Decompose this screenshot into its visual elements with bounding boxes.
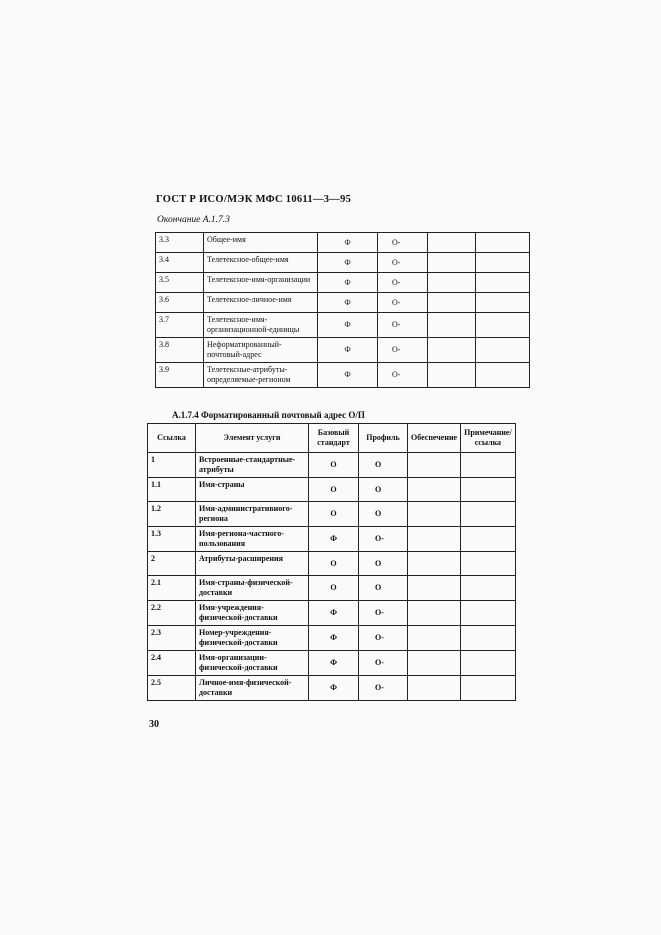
cell-profile: О- <box>378 273 428 293</box>
cell-element: Телетексное-имя-организационной-единицы <box>204 313 318 338</box>
cell-profile: О <box>359 453 408 478</box>
table-row <box>156 273 530 293</box>
cell-support <box>428 363 476 388</box>
table-row <box>148 601 516 626</box>
cell-element: Имя-региона-частного-пользования <box>196 527 309 552</box>
cell-support <box>408 552 461 576</box>
section-title: А.1.7.4 Форматированный почтовый адрес О/П <box>172 410 365 420</box>
cell-ref: 1.1 <box>148 478 196 502</box>
cell-profile: О- <box>359 651 408 676</box>
table-row <box>148 453 516 478</box>
cell-support <box>408 601 461 626</box>
cell-ref: 1.2 <box>148 502 196 527</box>
cell-base: Ф <box>309 676 359 701</box>
cell-base: Ф <box>309 651 359 676</box>
cell-note <box>476 338 530 363</box>
header-ref: Ссылка <box>148 424 196 453</box>
table-row <box>148 651 516 676</box>
cell-note <box>461 527 516 552</box>
table-header-row <box>148 424 516 453</box>
table-row <box>148 552 516 576</box>
cell-note <box>476 273 530 293</box>
cell-support <box>408 676 461 701</box>
cell-profile: О <box>359 552 408 576</box>
cell-base: Ф <box>318 313 378 338</box>
cell-element: Встроенные-стандартные-атрибуты <box>196 453 309 478</box>
header-element: Элемент услуги <box>196 424 309 453</box>
cell-profile: О- <box>378 313 428 338</box>
cell-base: Ф <box>318 273 378 293</box>
cell-element: Неформатированный-почтовый-адрес <box>204 338 318 363</box>
cell-note <box>461 651 516 676</box>
table-row <box>156 293 530 313</box>
cell-support <box>428 313 476 338</box>
continuation-label: Окончание А.1.7.3 <box>157 215 230 225</box>
cell-profile: О- <box>378 293 428 313</box>
cell-ref: 3.5 <box>156 273 204 293</box>
cell-ref: 3.8 <box>156 338 204 363</box>
cell-element: Общее-имя <box>204 233 318 253</box>
cell-element: Имя-страны-физической-доставки <box>196 576 309 601</box>
cell-base: О <box>309 552 359 576</box>
cell-element: Имя-учреждения-физической-доставки <box>196 601 309 626</box>
cell-support <box>408 576 461 601</box>
document-header: ГОСТ Р ИСО/МЭК МФС 10611—3—95 <box>156 194 352 205</box>
table-row <box>148 676 516 701</box>
cell-note <box>461 601 516 626</box>
table-row <box>148 502 516 527</box>
table-row <box>156 233 530 253</box>
cell-element: Личное-имя-физической-доставки <box>196 676 309 701</box>
cell-element: Имя-страны <box>196 478 309 502</box>
table-row <box>148 527 516 552</box>
cell-base: Ф <box>318 253 378 273</box>
cell-base: Ф <box>318 363 378 388</box>
cell-support <box>408 453 461 478</box>
cell-element: Телетексное-общее-имя <box>204 253 318 273</box>
cell-ref: 2.2 <box>148 601 196 626</box>
cell-base: Ф <box>309 527 359 552</box>
cell-element: Телетексное-имя-организации <box>204 273 318 293</box>
cell-support <box>428 253 476 273</box>
cell-note <box>476 233 530 253</box>
cell-ref: 3.4 <box>156 253 204 273</box>
cell-note <box>476 363 530 388</box>
cell-element: Номер-учреждения-физической-доставки <box>196 626 309 651</box>
cell-profile: О- <box>359 527 408 552</box>
cell-support <box>408 478 461 502</box>
cell-note <box>461 478 516 502</box>
header-profile: Профиль <box>359 424 408 453</box>
cell-note <box>461 502 516 527</box>
table-row <box>156 253 530 273</box>
cell-support <box>408 527 461 552</box>
cell-base: Ф <box>309 626 359 651</box>
cell-ref: 1 <box>148 453 196 478</box>
cell-element: Имя-административного-региона <box>196 502 309 527</box>
cell-ref: 2.3 <box>148 626 196 651</box>
cell-note <box>461 626 516 651</box>
cell-base: Ф <box>318 293 378 313</box>
table-continuation-a173 <box>155 232 530 388</box>
table-row <box>156 363 530 388</box>
cell-element: Атрибуты-расширения <box>196 552 309 576</box>
cell-profile: О <box>359 478 408 502</box>
header-support: Обеспечение <box>408 424 461 453</box>
cell-element: Телетексное-личное-имя <box>204 293 318 313</box>
cell-support <box>428 233 476 253</box>
page-number: 30 <box>149 719 159 730</box>
cell-ref: 2.1 <box>148 576 196 601</box>
cell-note <box>476 293 530 313</box>
cell-note <box>461 576 516 601</box>
table-row <box>156 338 530 363</box>
cell-profile: О- <box>378 338 428 363</box>
cell-profile: О- <box>359 676 408 701</box>
cell-support <box>428 293 476 313</box>
cell-profile: О- <box>378 253 428 273</box>
cell-base: О <box>309 453 359 478</box>
table-row <box>148 626 516 651</box>
header-note: Примечание/ссылка <box>461 424 516 453</box>
cell-ref: 3.6 <box>156 293 204 313</box>
table-row <box>148 576 516 601</box>
cell-base: Ф <box>318 233 378 253</box>
cell-note <box>461 552 516 576</box>
cell-support <box>408 502 461 527</box>
cell-note <box>476 253 530 273</box>
table-row <box>156 313 530 338</box>
cell-profile: О- <box>378 363 428 388</box>
cell-support <box>428 338 476 363</box>
cell-note <box>461 453 516 478</box>
cell-note <box>476 313 530 338</box>
cell-base: О <box>309 502 359 527</box>
cell-profile: О- <box>359 601 408 626</box>
cell-profile: О <box>359 502 408 527</box>
cell-ref: 2.4 <box>148 651 196 676</box>
cell-ref: 2.5 <box>148 676 196 701</box>
cell-profile: О- <box>378 233 428 253</box>
cell-ref: 3.7 <box>156 313 204 338</box>
cell-base: Ф <box>309 601 359 626</box>
cell-ref: 3.9 <box>156 363 204 388</box>
cell-note <box>461 676 516 701</box>
cell-profile: О- <box>359 626 408 651</box>
cell-ref: 2 <box>148 552 196 576</box>
cell-ref: 1.3 <box>148 527 196 552</box>
cell-base: О <box>309 478 359 502</box>
table-row <box>148 478 516 502</box>
header-base: Базовый стандарт <box>309 424 359 453</box>
cell-base: Ф <box>318 338 378 363</box>
cell-support <box>408 651 461 676</box>
cell-support <box>428 273 476 293</box>
cell-element: Телетексные-атрибуты-определяемые-регионом <box>204 363 318 388</box>
cell-base: О <box>309 576 359 601</box>
cell-ref: 3.3 <box>156 233 204 253</box>
cell-profile: О <box>359 576 408 601</box>
cell-support <box>408 626 461 651</box>
table-formatted-postal-address <box>147 423 516 701</box>
cell-element: Имя-организации-физической-доставки <box>196 651 309 676</box>
